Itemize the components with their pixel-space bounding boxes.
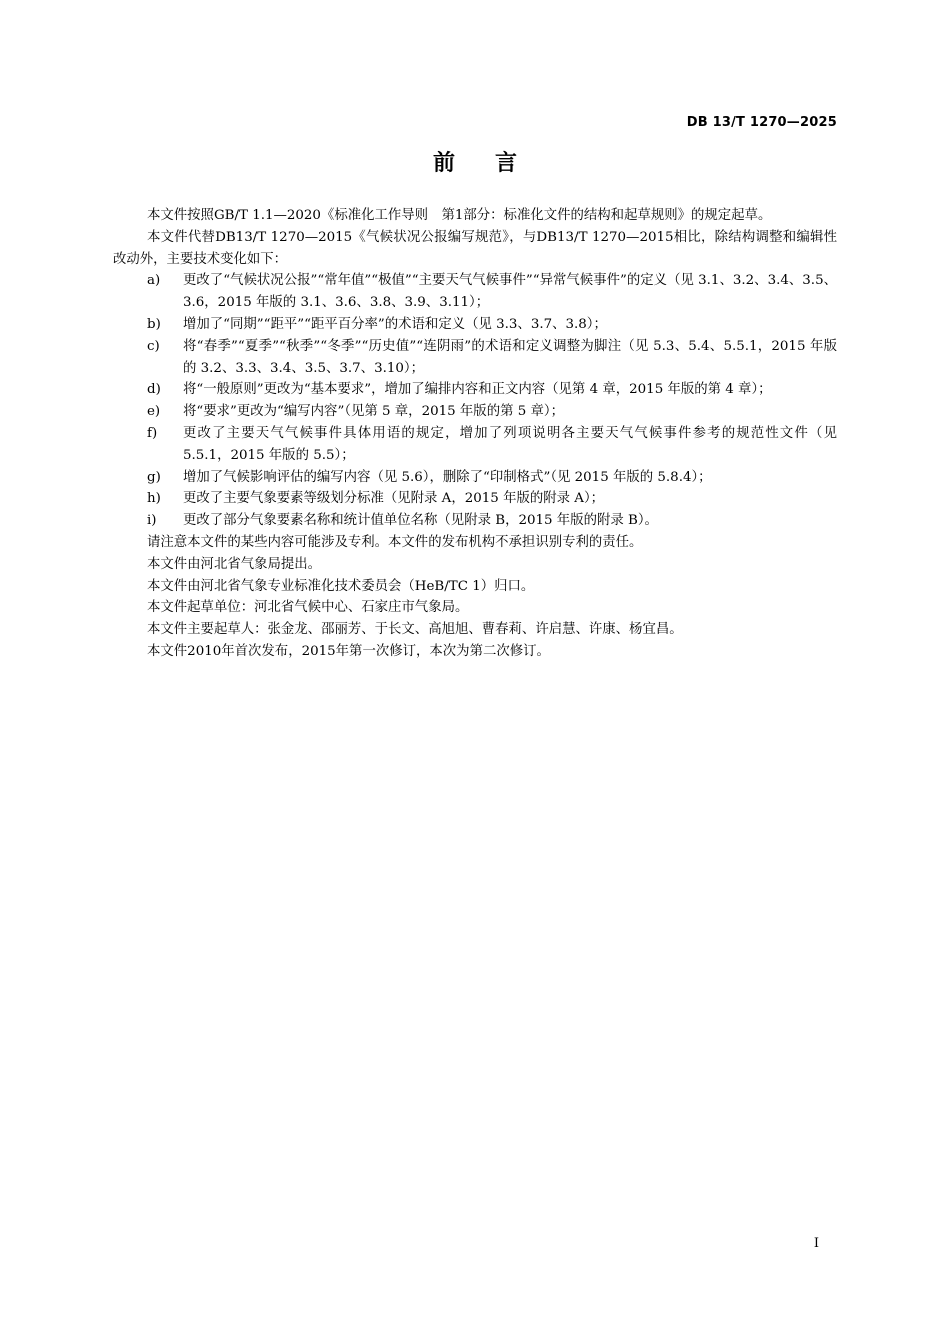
list-item (113, 401, 837, 423)
list-item-label: g) (147, 469, 161, 485)
paragraph: 本文件代替DB13/T 1270—2015《气候状况公报编写规范》，与DB13/T 1270—2015相比，除结构调整和编辑性改动外，主要技术变化如下： (113, 229, 837, 267)
page-title: 前言 (432, 151, 557, 176)
list-item-label: a) (147, 273, 161, 289)
list-item-text: 更改了主要气象要素等级划分标准（见附录 A，2015 年版的附录 A）； (183, 491, 605, 507)
list-item-label: e) (147, 404, 161, 420)
list-item-text: 将“春季”“夏季”“秋季”“冬季”“历史值”“连阴雨”的术语和定义调整为脚注（见 5.3、5.4、5.5.1，2015 年版的 3.2、3.3、3.4、3.5、3.7、3.10）； (183, 338, 837, 376)
paragraph: 本文件由河北省气象专业标准化技术委员会（HeB/TC 1）归口。 (147, 578, 535, 594)
paragraph: 本文件由河北省气象局提出。 (147, 556, 322, 572)
list-item-text: 更改了部分气象要素名称和统计值单位名称（见附录 B，2015 年版的附录 B）。 (183, 513, 658, 529)
list-item-text: 更改了主要天气气候事件具体用语的规定，增加了列项说明各主要天气气候事件参考的规范性文件（见 5.5.1，2015 年版的 5.5）； (183, 425, 837, 463)
list-item-label: b) (147, 316, 161, 332)
document-code: DB 13/T 1270—2025 (686, 115, 837, 130)
list-item (113, 270, 837, 314)
paragraph: 本文件起草单位：河北省气候中心、石家庄市气象局。 (147, 600, 469, 616)
list-item-label: f) (147, 425, 158, 441)
list-item-text: 更改了“气候状况公报”“常年值”“极值”“主要天气气候事件”“异常气候事件”的定义（见 3.1、3.2、3.4、3.5、3.6，2015 年版的 3.1、3.6、3.8、3.9、3.11）； (183, 273, 837, 311)
list-item-text: 将“要求”更改为“编写内容”（见第 5 章，2015 年版的第 5 章）； (183, 404, 564, 420)
paragraph: 请注意本文件的某些内容可能涉及专利。本文件的发布机构不承担识别专利的责任。 (147, 534, 643, 550)
foreword-body (113, 205, 837, 663)
list-item-label: d) (147, 382, 161, 398)
list-item (113, 467, 837, 489)
paragraph: 本文件按照GB/T 1.1—2020《标准化工作导则 第1部分：标准化文件的结构和起草规则》的规定起草。 (147, 208, 772, 223)
list-item (113, 488, 837, 510)
list-item (113, 510, 837, 532)
list-item (113, 379, 837, 401)
list-item (113, 423, 837, 467)
list-item-text: 将“一般原则”更改为“基本要求”，增加了编排内容和正文内容（见第 4 章，2015 年版的第 4 章）； (183, 382, 772, 398)
list-item-label: h) (147, 491, 161, 507)
list-item-label: i) (147, 513, 157, 529)
paragraph: 本文件主要起草人：张金龙、邵丽芳、于长文、高旭旭、曹春莉、许启慧、许康、杨宜昌。 (147, 622, 683, 638)
page-number: I (813, 1236, 819, 1251)
list-item (113, 336, 837, 380)
change-list (113, 270, 837, 532)
list-item-text: 增加了“同期”“距平”“距平百分率”的术语和定义（见 3.3、3.7、3.8）； (183, 316, 607, 332)
paragraph: 本文件2010年首次发布，2015年第一次修订，本次为第二次修订。 (147, 643, 550, 659)
list-item-label: c) (147, 338, 160, 354)
list-item-text: 增加了气候影响评估的编写内容（见 5.6），删除了“印制格式”（见 2015 年版的 5.8.4）； (183, 469, 712, 485)
list-item (113, 314, 837, 336)
